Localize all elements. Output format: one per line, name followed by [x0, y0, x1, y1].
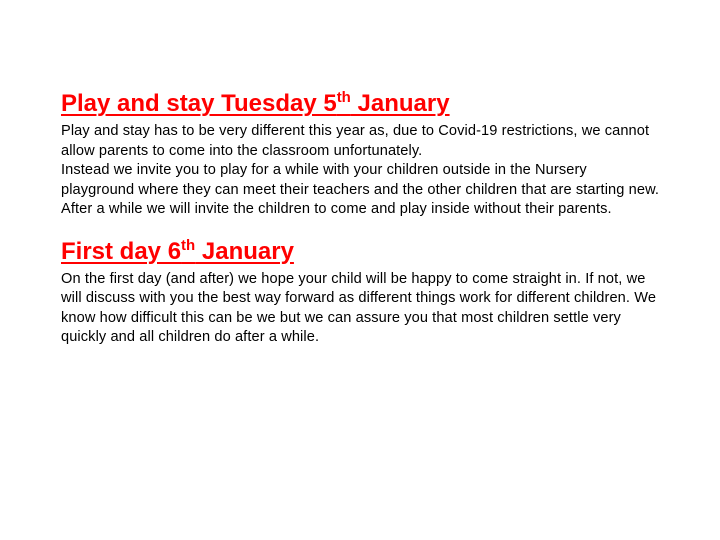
heading-text-month: January: [350, 90, 450, 117]
section-heading: [61, 236, 661, 268]
body-paragraph: Instead we invite you to play for a while with your children outside in the Nursery playground where they can meet their teachers and the other children that are starting new. After a while we will invite the children to come and play inside without their parents.: [61, 162, 660, 217]
section-body: [61, 270, 661, 348]
section-heading: [61, 88, 661, 120]
section-body: [61, 122, 661, 220]
heading-ordinal-suffix: th: [181, 236, 196, 254]
heading-text-month: January: [195, 237, 294, 265]
slide-content: [61, 88, 661, 348]
body-paragraph: Play and stay has to be very different this year as, due to Covid-19 restrictions, we cannot allow parents to come into the classroom unfortunately.: [61, 123, 650, 159]
heading-ordinal-suffix: th: [336, 89, 351, 106]
heading-text: First day 6: [61, 237, 182, 265]
heading-text: Play and stay Tuesday 5: [61, 90, 337, 117]
section-play-and-stay: [61, 88, 661, 220]
body-paragraph: On the first day (and after) we hope your child will be happy to come straight in. If not, we will discuss with you the best way forward as different things work for different children. We know how difficult this can be we but we can assure you that most children settle very quickly and all children do after a while.: [61, 270, 657, 345]
section-first-day: [61, 236, 661, 348]
